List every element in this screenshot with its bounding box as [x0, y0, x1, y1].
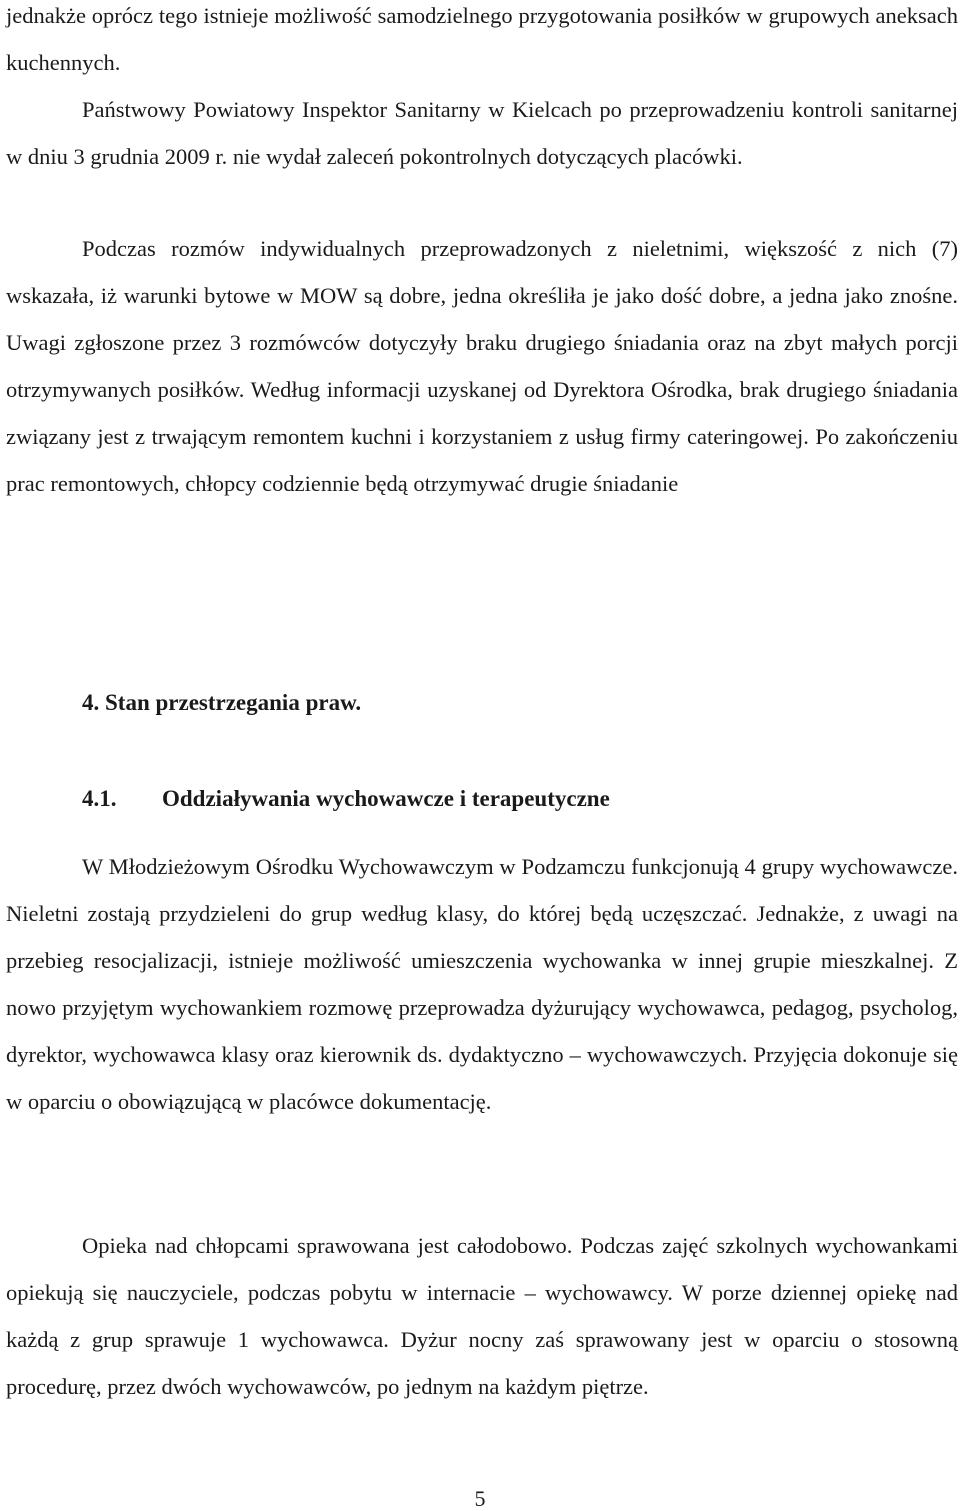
subsection-heading — [82, 784, 610, 814]
paragraph-kitchen-annex: jednakże oprócz tego istnieje możliwość samodzielnego przygotowania posiłków w grupowych aneksach kuchennych. — [6, 3, 958, 75]
paragraph-supervision: Opieka nad chłopcami sprawowana jest całodobowo. Podczas zajęć szkolnych wychowankami opiekują się nauczyciele, podczas pobytu w internacie – wychowawcy. W porze dziennej opiekę nad każdą z grup sprawuje 1 wychowawca. Dyżur nocny zaś sprawowany jest w oparciu o stosowną procedurę, przez dwóch wychowawców, po jednym na każdym piętrze. — [6, 1233, 958, 1399]
paragraph-kitchen-and-inspection — [6, 0, 958, 180]
paragraph-educational-groups: W Młodzieżowym Ośrodku Wychowawczym w Podzamczu funkcjonują 4 grupy wychowawcze. Nieletni zostają przydzieleni do grup według klasy, do której będą uczęszczać. Jednakże, z uwagi na przebieg resocjalizacji, istnieje możliwość umieszczenia wychowanka w innej grupie mieszkalnej. Z nowo przyjętym wychowankiem rozmowę przeprowadza dyżurujący wychowawca, pedagog, psycholog, dyrektor, wychowawca klasy oraz kierownik ds. dydaktyczno – wychowawczych. Przyjęcia dokonuje się w oparciu o obowiązującą w placówce dokumentację. — [6, 854, 958, 1114]
subsection-title: Oddziaływania wychowawcze i terapeutyczne — [162, 786, 610, 811]
paragraph-individual-interviews: Podczas rozmów indywidualnych przeprowadzonych z nieletnimi, większość z nich (7) wskazała, iż warunki bytowe w MOW są dobre, jedna określiła je jako dość dobre, a jedna jako znośne. Uwagi zgłoszone przez 3 rozmówców dotyczyły braku drugiego śniadania oraz na zbyt małych porcji otrzymywanych posiłków. Według informacji uzyskanej od Dyrektora Ośrodka, brak drugiego śniadania związany jest z trwającym remontem kuchni i korzystaniem z usług firmy cateringowej. Po zakończeniu prac remontowych, chłopcy codziennie będą otrzymywać drugie śniadanie — [6, 236, 958, 496]
paragraph-sanitary-inspection: Państwowy Powiatowy Inspektor Sanitarny w Kielcach po przeprowadzeniu kontroli sanitarnej w dniu 3 grudnia 2009 r. nie wydał zaleceń pokontrolnych dotyczących placówki. — [6, 97, 958, 169]
page-number: 5 — [474, 1486, 486, 1511]
section-heading: 4. Stan przestrzegania praw. — [82, 690, 362, 715]
subsection-number: 4.1. — [82, 786, 117, 811]
